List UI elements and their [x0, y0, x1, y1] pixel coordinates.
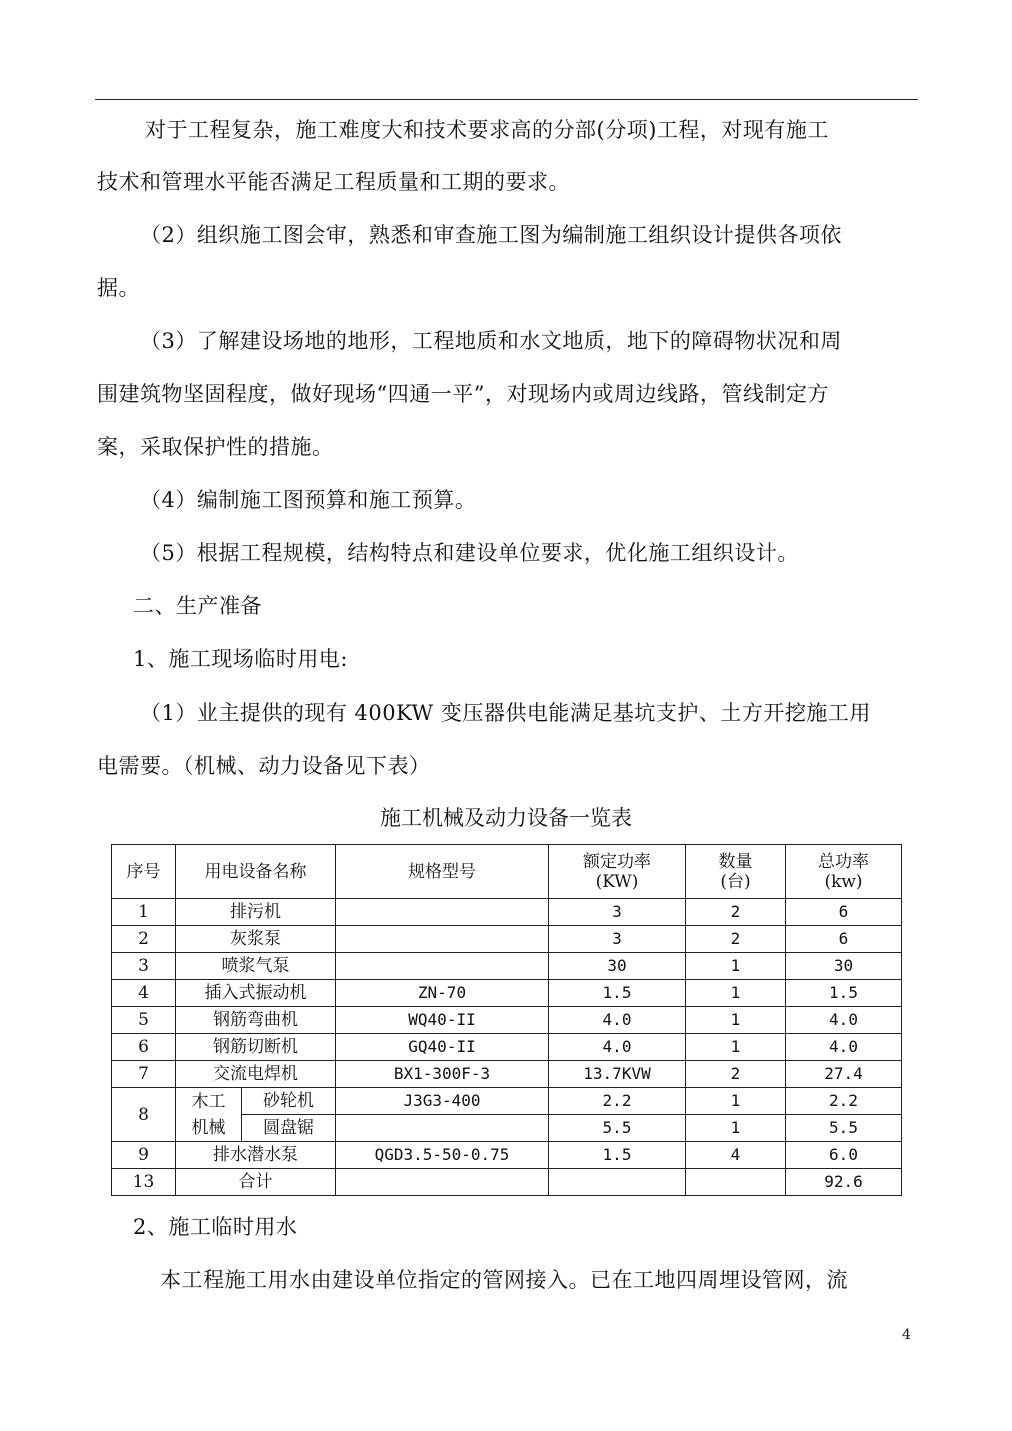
header-total-power: [786, 845, 902, 899]
cell-seq: 8: [112, 1088, 176, 1142]
cell-name: 钢筋切断机: [176, 1034, 336, 1061]
page-number: 4: [902, 1327, 911, 1343]
cell-name: 交流电焊机: [176, 1061, 336, 1088]
cell-qty: 1: [686, 1007, 786, 1034]
table-row: [112, 980, 902, 1007]
header-rule: [95, 99, 918, 100]
cell-qty: 2: [686, 899, 786, 926]
table-row: [112, 1007, 902, 1034]
paragraph-line: 电需要。（机械、动力设备见下表）: [97, 754, 431, 778]
cell-model: [336, 1169, 549, 1196]
cell-seq: 13: [112, 1169, 176, 1196]
table-row: [112, 953, 902, 980]
cell-total: 6: [786, 899, 902, 926]
cell-rated: 3: [549, 899, 686, 926]
header-qty-label: 数量: [718, 851, 753, 872]
cell-model: QGD3.5-50-0.75: [336, 1142, 549, 1169]
equipment-table: [111, 844, 902, 1196]
paragraph-line: 据。: [97, 276, 140, 300]
table-total-row: [112, 1169, 902, 1196]
paragraph-line: 围建筑物坚固程度，做好现场“四通一平”，对现场内或周边线路，管线制定方: [97, 382, 829, 406]
header-total-label: 总功率: [818, 851, 869, 872]
table-row: [112, 1142, 902, 1169]
header-rated-unit: (KW): [595, 871, 639, 892]
cell-name: 喷浆气泵: [176, 953, 336, 980]
table-row: [112, 1088, 902, 1115]
cell-qty: 2: [686, 1061, 786, 1088]
cell-total: 6.0: [786, 1142, 902, 1169]
cell-total: 5.5: [786, 1115, 902, 1142]
cell-name: 钢筋弯曲机: [176, 1007, 336, 1034]
header-quantity: [686, 845, 786, 899]
cell-model: GQ40-II: [336, 1034, 549, 1061]
cell-rated: 1.5: [549, 980, 686, 1007]
cell-rated: 5.5: [549, 1115, 686, 1142]
cell-rated: 4.0: [549, 1007, 686, 1034]
cell-name: 灰浆泵: [176, 926, 336, 953]
cell-total: 27.4: [786, 1061, 902, 1088]
cell-model: [336, 899, 549, 926]
cell-qty: 1: [686, 953, 786, 980]
paragraph-line: 对于工程复杂，施工难度大和技术要求高的分部(分项)工程，对现有施工: [145, 118, 829, 142]
cell-rated: 2.2: [549, 1088, 686, 1115]
cell-seq: 1: [112, 899, 176, 926]
cell-rated: 3: [549, 926, 686, 953]
cell-group-label: [176, 1088, 242, 1142]
header-rated-label: 额定功率: [583, 851, 651, 872]
paragraph-line: （1）业主提供的现有 400KW 变压器供电能满足基坑支护、土方开挖施工用: [140, 701, 871, 725]
cell-seq: 3: [112, 953, 176, 980]
table-caption: 施工机械及动力设备一览表: [380, 806, 632, 830]
table-row: [112, 1061, 902, 1088]
cell-name: 圆盘锯: [242, 1115, 336, 1142]
cell-qty: 1: [686, 980, 786, 1007]
cell-model: [336, 1115, 549, 1142]
paragraph-line: （5）根据工程规模，结构特点和建设单位要求，优化施工组织设计。: [140, 541, 799, 565]
paragraph-line: （2）组织施工图会审，熟悉和审查施工图为编制施工组织设计提供各项依: [140, 223, 842, 247]
cell-seq: 2: [112, 926, 176, 953]
cell-qty: 1: [686, 1088, 786, 1115]
cell-rated: 4.0: [549, 1034, 686, 1061]
header-model: 规格型号: [336, 845, 549, 899]
cell-rated: [549, 1169, 686, 1196]
cell-total: 4.0: [786, 1007, 902, 1034]
cell-name: 砂轮机: [242, 1088, 336, 1115]
cell-qty: 1: [686, 1034, 786, 1061]
cell-total: 1.5: [786, 980, 902, 1007]
cell-name: 排水潜水泵: [176, 1142, 336, 1169]
table-row: [112, 899, 902, 926]
cell-total: 30: [786, 953, 902, 980]
header-name: 用电设备名称: [176, 845, 336, 899]
cell-total: 4.0: [786, 1034, 902, 1061]
cell-name: 合计: [176, 1169, 336, 1196]
cell-model: ZN-70: [336, 980, 549, 1007]
paragraph-line: （3）了解建设场地的地形，工程地质和水文地质，地下的障碍物状况和周: [140, 329, 842, 353]
cell-name: 插入式振动机: [176, 980, 336, 1007]
cell-model: [336, 926, 549, 953]
table-header-row: [112, 845, 902, 899]
cell-qty: 1: [686, 1115, 786, 1142]
paragraph-line: （4）编制施工图预算和施工预算。: [140, 488, 477, 512]
cell-model: [336, 953, 549, 980]
cell-seq: 7: [112, 1061, 176, 1088]
cell-model: BX1-300F-3: [336, 1061, 549, 1088]
cell-total: 92.6: [786, 1169, 902, 1196]
section-heading: 二、生产准备: [133, 594, 262, 618]
paragraph-line: 案，采取保护性的措施。: [97, 435, 334, 459]
subsection-heading: 2、施工临时用水: [133, 1215, 298, 1239]
cell-rated: 30: [549, 953, 686, 980]
paragraph-line: 本工程施工用水由建设单位指定的管网接入。已在工地四周埋设管网，流: [160, 1268, 848, 1292]
group-label-line: 木工: [191, 1091, 226, 1112]
subsection-heading: 1、施工现场临时用电:: [133, 647, 348, 671]
header-qty-unit: (台): [720, 871, 751, 892]
cell-qty: 4: [686, 1142, 786, 1169]
header-total-unit: (kw): [824, 871, 863, 892]
header-seq: 序号: [112, 845, 176, 899]
cell-model: WQ40-II: [336, 1007, 549, 1034]
paragraph-line: 技术和管理水平能否满足工程质量和工期的要求。: [97, 170, 570, 194]
table-row: [112, 1034, 902, 1061]
cell-model: J3G3-400: [336, 1088, 549, 1115]
cell-seq: 5: [112, 1007, 176, 1034]
cell-seq: 6: [112, 1034, 176, 1061]
table-row: [112, 926, 902, 953]
cell-qty: [686, 1169, 786, 1196]
cell-total: 2.2: [786, 1088, 902, 1115]
cell-rated: 1.5: [549, 1142, 686, 1169]
cell-seq: 4: [112, 980, 176, 1007]
cell-rated: 13.7KVW: [549, 1061, 686, 1088]
header-rated-power: [549, 845, 686, 899]
cell-total: 6: [786, 926, 902, 953]
cell-qty: 2: [686, 926, 786, 953]
cell-name: 排污机: [176, 899, 336, 926]
group-label-line: 机械: [191, 1117, 226, 1138]
cell-seq: 9: [112, 1142, 176, 1169]
